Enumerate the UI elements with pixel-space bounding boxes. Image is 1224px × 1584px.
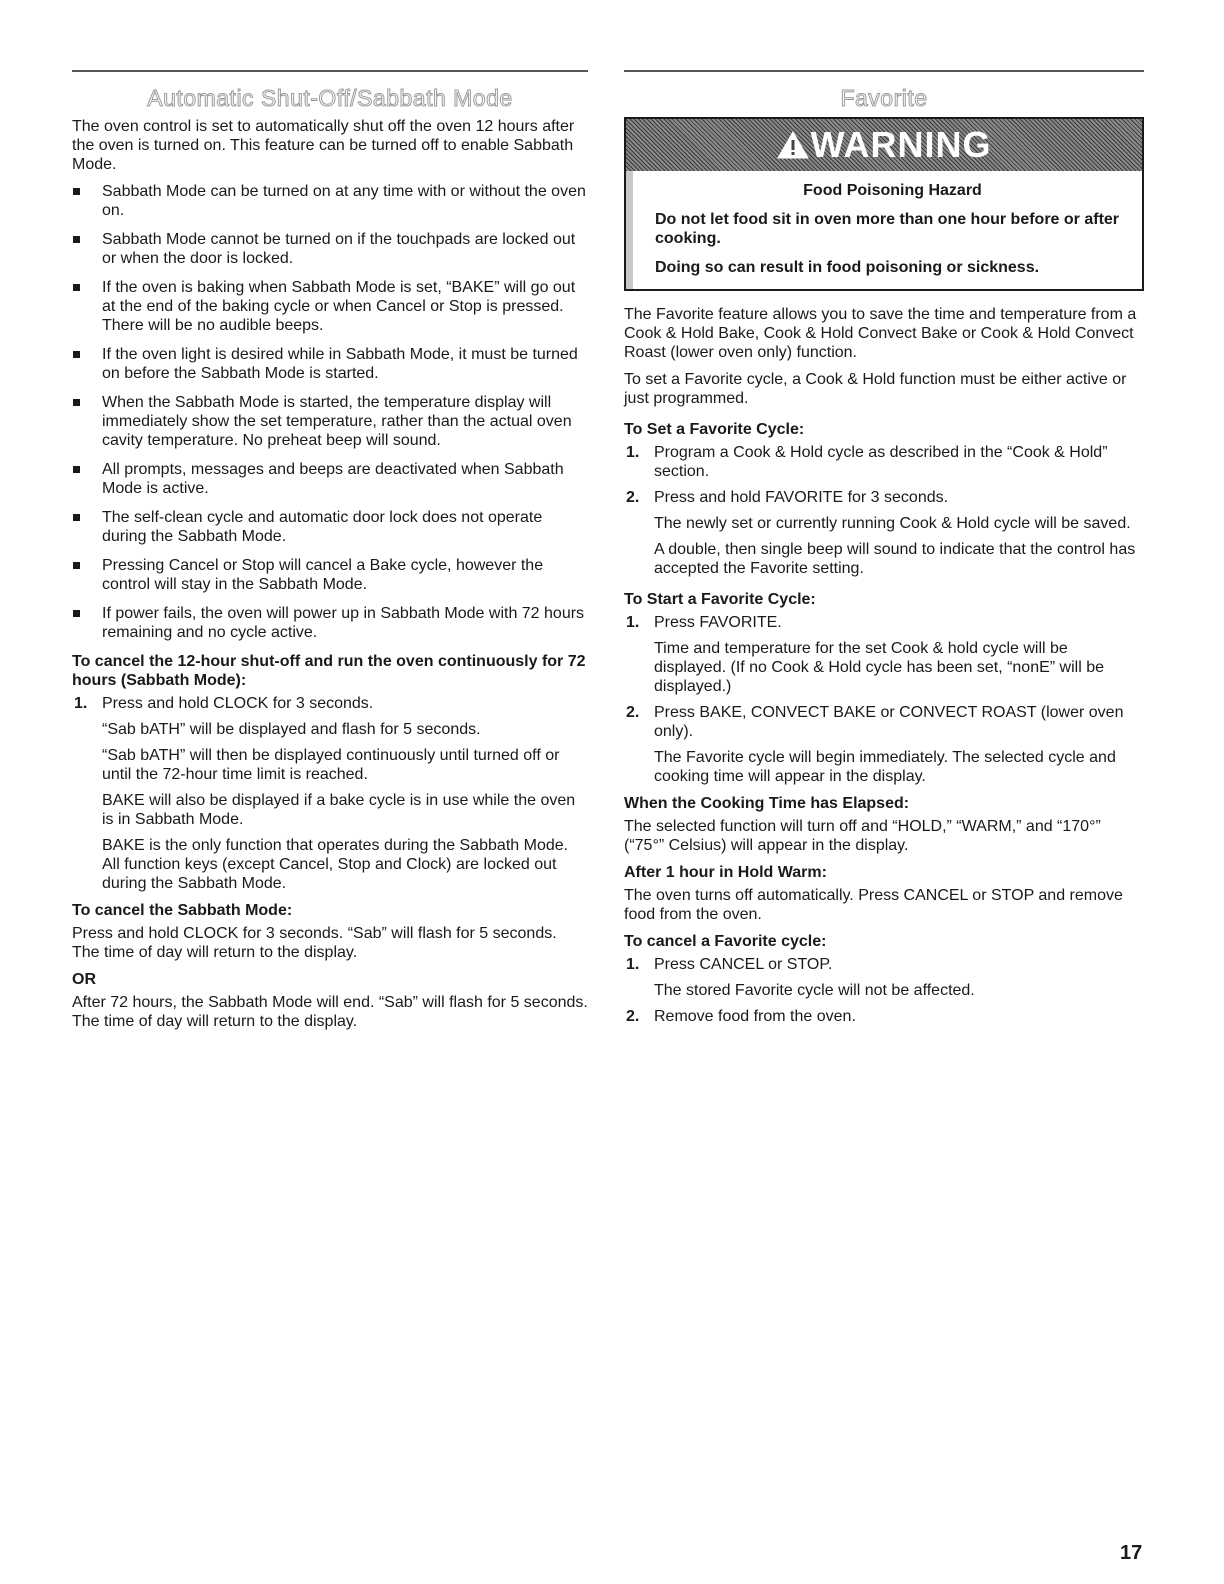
warning-label: WARNING: [810, 124, 992, 166]
elapsed-text: The selected function will turn off and “HOLD,” “WARM,” and “170°” (“75°” Celsius) will appear in the display.: [624, 818, 1101, 855]
elapsed-heading: When the Cooking Time has Elapsed:: [624, 795, 910, 813]
section-title: Favorite: [840, 85, 928, 111]
step-item: [624, 955, 1144, 1000]
step-number: 1.: [626, 956, 640, 974]
list-item: All prompts, messages and beeps are deactivated when Sabbath Mode is active.: [72, 460, 588, 498]
bullet-square-icon: [73, 514, 80, 521]
bullet-square-icon: [73, 351, 80, 358]
list-item: Sabbath Mode cannot be turned on if the touchpads are locked out or when the door is locked.: [72, 230, 588, 268]
step-detail: BAKE is the only function that operates during the Sabbath Mode. All function keys (except Cancel, Stop and Clock) are locked out during the Sabbath Mode.: [102, 837, 569, 893]
or-label: OR: [72, 971, 96, 989]
step-number: 1.: [626, 444, 640, 462]
warning-header: [626, 119, 1142, 171]
hazard-title: Food Poisoning Hazard: [803, 182, 982, 200]
step-text: Press FAVORITE.: [654, 614, 782, 632]
favorite-section: [624, 70, 1144, 1033]
step-number: 1.: [74, 695, 88, 713]
cancel-sabbath-text: Press and hold CLOCK for 3 seconds. “Sab” will flash for 5 seconds. The time of day will return to the display.: [72, 925, 557, 962]
step-item: [624, 443, 1144, 481]
step-number: 2.: [626, 489, 640, 507]
cancel-favorite-heading: To cancel a Favorite cycle:: [624, 933, 827, 951]
warning-line: Doing so can result in food poisoning or sickness.: [655, 259, 1040, 277]
page-number: 17: [1120, 1542, 1143, 1564]
warning-body: [626, 171, 1142, 289]
sabbath-bullet-list: [72, 182, 588, 642]
step-item: [624, 613, 1144, 696]
start-favorite-steps: [624, 613, 1144, 786]
list-item: If power fails, the oven will power up in Sabbath Mode with 72 hours remaining and no cycle active.: [72, 604, 588, 642]
warning-triangle-icon: [777, 130, 809, 160]
step-detail: BAKE will also be displayed if a bake cycle is in use while the oven is in Sabbath Mode.: [102, 792, 576, 829]
list-item: If the oven is baking when Sabbath Mode is set, “BAKE” will go out at the end of the baking cycle or when Cancel or Stop is pressed. There will be no audible beeps.: [72, 278, 588, 335]
cancel-shutoff-heading: To cancel the 12-hour shut-off and run the oven continuously for 72 hours (Sabbath Mode):: [72, 653, 586, 690]
bullet-square-icon: [73, 188, 80, 195]
warning-box: [624, 117, 1144, 291]
section-divider: [624, 70, 1144, 72]
step-detail: The stored Favorite cycle will not be affected.: [654, 982, 975, 1000]
hold-warm-heading: After 1 hour in Hold Warm:: [624, 864, 827, 882]
list-item: If the oven light is desired while in Sabbath Mode, it must be turned on before the Sabbath Mode is started.: [72, 345, 588, 383]
intro-paragraph: The oven control is set to automatically shut off the oven 12 hours after the oven is turned on. This feature can be turned off to enable Sabbath Mode.: [72, 118, 575, 174]
bullet-square-icon: [73, 466, 80, 473]
bullet-square-icon: [73, 399, 80, 406]
set-favorite-steps: [624, 443, 1144, 578]
step-item: [624, 488, 1144, 578]
cancel-sabbath-heading: To cancel the Sabbath Mode:: [72, 902, 293, 920]
bullet-square-icon: [73, 284, 80, 291]
step-number: 2.: [626, 704, 640, 722]
step-number: 1.: [626, 614, 640, 632]
list-item: Sabbath Mode can be turned on at any time with or without the oven on.: [72, 182, 588, 220]
step-text: Press BAKE, CONVECT BAKE or CONVECT ROAST (lower oven only).: [654, 704, 1124, 741]
step-text: Program a Cook & Hold cycle as described in the “Cook & Hold” section.: [654, 444, 1108, 481]
sabbath-steps: [72, 694, 588, 893]
bullet-square-icon: [73, 236, 80, 243]
step-text: Press and hold FAVORITE for 3 seconds.: [654, 489, 949, 507]
section-divider: [72, 70, 588, 72]
step-text: Press CANCEL or STOP.: [654, 956, 833, 974]
bullet-square-icon: [73, 610, 80, 617]
intro-paragraph: To set a Favorite cycle, a Cook & Hold function must be either active or just programmed.: [624, 371, 1127, 408]
step-detail: A double, then single beep will sound to indicate that the control has accepted the Favorite setting.: [654, 541, 1136, 578]
cancel-favorite-steps: [624, 955, 1144, 1026]
after-72-hours-text: After 72 hours, the Sabbath Mode will end. “Sab” will flash for 5 seconds. The time of day will return to the display.: [72, 994, 588, 1031]
list-item: When the Sabbath Mode is started, the temperature display will immediately show the set temperature, rather than the actual oven cavity temperature. No preheat beep will sound.: [72, 393, 588, 450]
step-text: Remove food from the oven.: [654, 1008, 856, 1026]
step-item: [624, 703, 1144, 786]
sabbath-section: [72, 70, 588, 1039]
intro-paragraph: The Favorite feature allows you to save the time and temperature from a Cook & Hold Bake, Cook & Hold Convect Bake or Cook & Hold Convect Roast (lower oven only) function.: [624, 306, 1137, 362]
step-text: Press and hold CLOCK for 3 seconds.: [102, 695, 374, 713]
step-detail: “Sab bATH” will then be displayed continuously until turned off or until the 72-hour time limit is reached.: [102, 747, 560, 784]
step-number: 2.: [626, 1008, 640, 1026]
warning-line: Do not let food sit in oven more than one hour before or after cooking.: [655, 211, 1120, 248]
step-detail: The newly set or currently running Cook & Hold cycle will be saved.: [654, 515, 1131, 533]
section-title: Automatic Shut-Off/Sabbath Mode: [147, 85, 513, 111]
bullet-square-icon: [73, 562, 80, 569]
set-favorite-heading: To Set a Favorite Cycle:: [624, 421, 805, 439]
start-favorite-heading: To Start a Favorite Cycle:: [624, 591, 816, 609]
step-item: [72, 694, 588, 893]
step-detail: The Favorite cycle will begin immediately. The selected cycle and cooking time will appear in the display.: [654, 749, 1116, 786]
hold-warm-text: The oven turns off automatically. Press CANCEL or STOP and remove food from the oven.: [624, 887, 1123, 924]
step-detail: “Sab bATH” will be displayed and flash for 5 seconds.: [102, 721, 481, 739]
list-item: Pressing Cancel or Stop will cancel a Bake cycle, however the control will stay in the Sabbath Mode.: [72, 556, 588, 594]
step-item: [624, 1007, 1144, 1026]
list-item: The self-clean cycle and automatic door lock does not operate during the Sabbath Mode.: [72, 508, 588, 546]
step-detail: Time and temperature for the set Cook & hold cycle will be displayed. (If no Cook & Hold cycle has been set, “nonE” will be displayed.): [654, 640, 1105, 696]
